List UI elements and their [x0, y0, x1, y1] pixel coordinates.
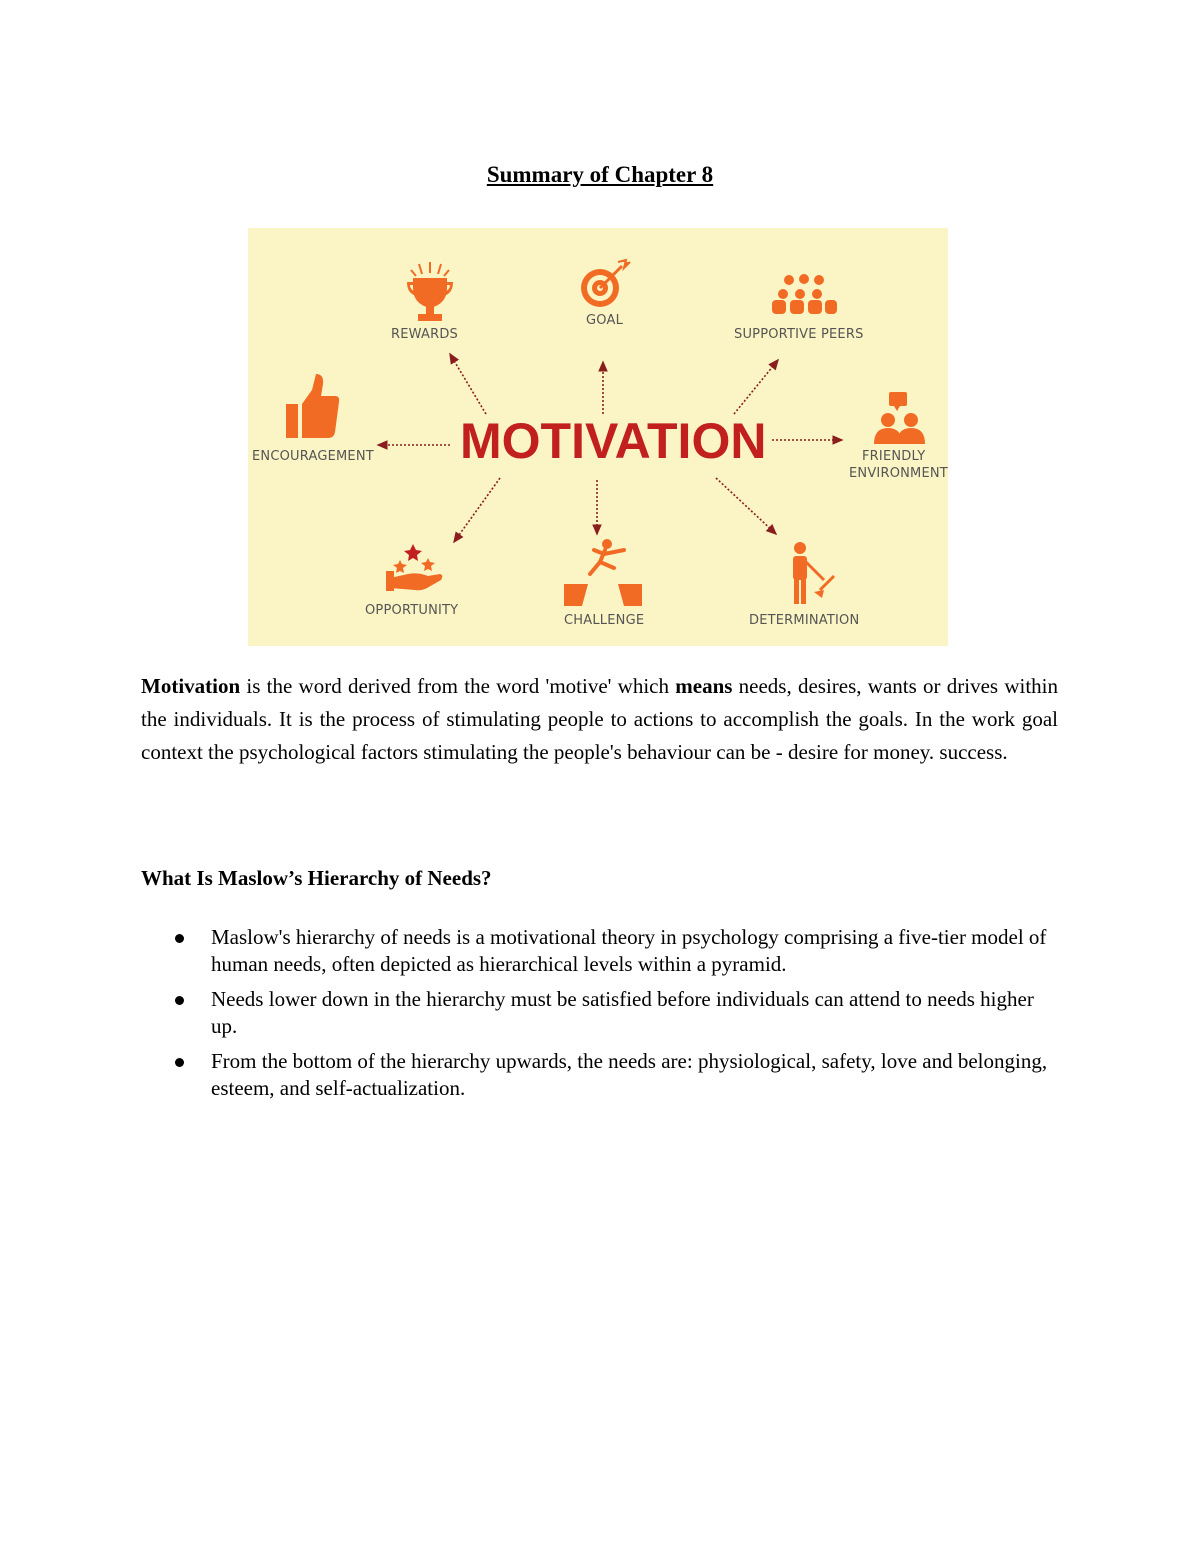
arrow-supportive-peers: [734, 360, 778, 414]
bullet-icon: [175, 996, 184, 1005]
label-supportive-peers: SUPPORTIVE PEERS: [734, 327, 864, 342]
motivation-paragraph: [141, 670, 1058, 769]
thumbs-up-icon: [286, 374, 339, 438]
list-item: [141, 924, 1061, 978]
term-motivation: Motivation: [141, 674, 241, 698]
section-heading: What Is Maslow’s Hierarchy of Needs?: [141, 866, 492, 890]
list-item-text: From the bottom of the hierarchy upwards, the needs are: physiological, safety, love and belonging, esteem, and self-actualization.: [211, 1049, 1048, 1100]
bullet-icon: [175, 1058, 184, 1067]
bullet-list: [141, 924, 1061, 1110]
people-chat-icon: [874, 392, 925, 444]
term-means: means: [675, 674, 733, 698]
page-title: Summary of Chapter 8: [486, 162, 714, 187]
hand-stars-icon: [386, 544, 442, 591]
list-item-text: Maslow's hierarchy of needs is a motivational theory in psychology comprising a five-tier model of human needs, often depicted as hierarchical levels within a pyramid.: [211, 925, 1047, 976]
group-icon: [772, 274, 837, 314]
jump-gap-icon: [564, 539, 642, 606]
label-challenge: CHALLENGE: [564, 613, 645, 628]
paragraph-part-1: is the word derived from the word 'motive' which: [240, 674, 676, 698]
paragraph-part-2: needs, desires, wants or drives within the individuals. It is the process of stimulating people to actions to accomplish the goals. In the work goal context the psychological factors stimulating the people's behaviour can be - desire for money. success.: [141, 674, 1058, 764]
arrow-opportunity: [454, 478, 500, 542]
label-determination: DETERMINATION: [749, 613, 860, 628]
label-rewards: REWARDS: [391, 327, 458, 342]
person-shovel-icon: [793, 542, 834, 604]
list-item: [141, 986, 1061, 1040]
arrow-rewards: [450, 354, 486, 414]
label-encouragement: ENCOURAGEMENT: [252, 449, 374, 464]
motivation-diagram: [248, 228, 948, 646]
motivation-center-word: MOTIVATION: [460, 413, 767, 469]
label-opportunity: OPPORTUNITY: [365, 603, 459, 618]
target-icon: [581, 260, 630, 307]
list-item-text: Needs lower down in the hierarchy must be satisfied before individuals can attend to needs higher up.: [211, 987, 1034, 1038]
label-friendly: FRIENDLY: [862, 449, 926, 464]
trophy-icon: [407, 262, 453, 321]
arrow-determination: [716, 478, 776, 534]
label-goal: GOAL: [586, 313, 624, 328]
bullet-icon: [175, 934, 184, 943]
label-environment: ENVIRONMENT: [849, 466, 948, 481]
list-item: [141, 1048, 1061, 1102]
